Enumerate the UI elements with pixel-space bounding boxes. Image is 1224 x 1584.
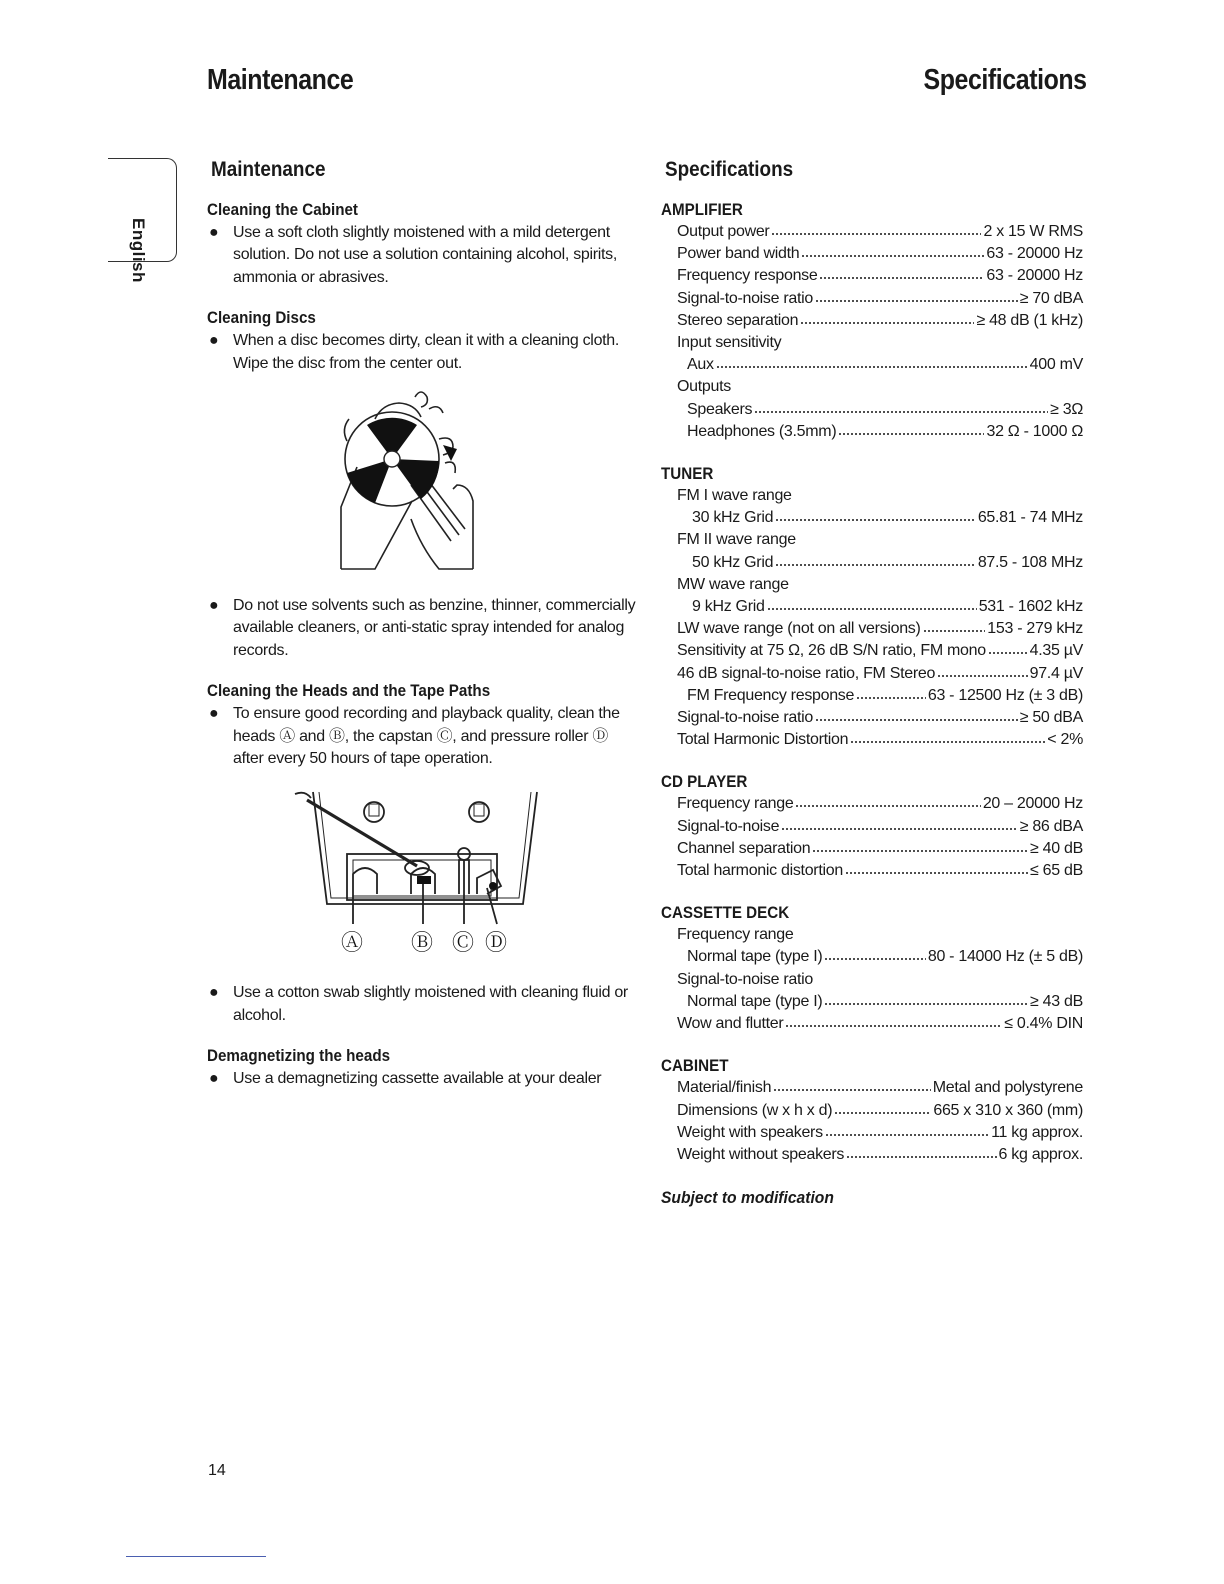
- spec-key: Total harmonic distortion: [677, 862, 843, 880]
- spec-value: ≥ 48 dB (1 kHz): [976, 311, 1083, 329]
- dot-leader: [850, 730, 1045, 744]
- spec-key: Power band width: [677, 245, 800, 263]
- cleaning-heads-title: Cleaning the Heads and the Tape Paths: [207, 682, 491, 701]
- spec-key: Normal tape (type I): [687, 948, 823, 966]
- dot-leader: [801, 244, 984, 258]
- spec-value: 6 kg approx.: [998, 1145, 1083, 1163]
- bullet-icon: ●: [209, 332, 219, 350]
- dot-leader: [785, 1014, 1002, 1028]
- heads-bullet-1: ● To ensure good recording and playback quality, clean the heads Ⓐ and Ⓑ, the capstan Ⓒ, and pressure roller Ⓓ after every 50 hours of tape operation.: [209, 705, 620, 768]
- cabinet-title: CABINET: [661, 1057, 729, 1076]
- spec-row: [661, 354, 1083, 376]
- cd-player-title: CD PLAYER: [661, 773, 748, 792]
- spec-row: [661, 816, 1083, 838]
- maintenance-title: Maintenance: [211, 158, 326, 181]
- dot-leader: [800, 311, 974, 325]
- dot-leader: [767, 597, 977, 611]
- spec-key: 50 kHz Grid: [692, 553, 774, 571]
- spec-key: 30 kHz Grid: [692, 509, 774, 527]
- spec-key: Signal-to-noise ratio: [677, 709, 813, 727]
- spec-row: [661, 685, 1083, 707]
- spec-value: ≥ 50 dBA: [1019, 709, 1083, 727]
- cassette-deck-group: [661, 904, 1083, 1035]
- bullet-icon: ●: [209, 597, 219, 615]
- specifications-column: [661, 158, 1083, 1208]
- tuner-group: [661, 465, 1083, 751]
- disc-cleaning-icon: [207, 389, 637, 579]
- spec-row: [661, 793, 1083, 815]
- spec-value: ≥ 70 dBA: [1019, 289, 1083, 307]
- dot-leader: [815, 289, 1018, 303]
- dot-leader: [838, 422, 984, 436]
- spec-row: [661, 946, 1083, 968]
- amplifier-group: [661, 201, 1083, 443]
- spec-row: [661, 552, 1083, 574]
- tape-head-illustration: [207, 790, 637, 966]
- spec-row: [661, 707, 1083, 729]
- spec-row: [661, 310, 1083, 332]
- spec-key: Channel separation: [677, 839, 811, 857]
- spec-value: Metal and polystyrene: [932, 1079, 1083, 1097]
- spec-key: Signal-to-noise: [677, 817, 780, 835]
- spec-row: [661, 265, 1083, 287]
- spec-row: [661, 1077, 1083, 1099]
- bullet-icon: ●: [209, 984, 219, 1002]
- spec-value: 665 x 310 x 360 (mm): [933, 1101, 1083, 1119]
- spec-subheading: FM I wave range: [677, 487, 792, 505]
- cleaning-cabinet-title: Cleaning the Cabinet: [207, 201, 358, 219]
- tuner-title: TUNER: [661, 465, 714, 484]
- spec-value: 63 - 12500 Hz (± 3 dB): [927, 686, 1083, 704]
- spec-key: Dimensions (w x h x d): [677, 1101, 833, 1119]
- spec-row: [661, 1013, 1083, 1035]
- amplifier-title: AMPLIFIER: [661, 201, 743, 219]
- spec-row: [661, 507, 1083, 529]
- spec-value: < 2%: [1047, 731, 1083, 749]
- dot-leader: [824, 947, 925, 961]
- spec-key: Stereo separation: [677, 311, 799, 329]
- spec-key: Sensitivity at 75 Ω, 26 dB S/N ratio, FM mono: [677, 642, 986, 660]
- spec-value: ≥ 43 dB: [1030, 992, 1083, 1010]
- spec-value: 32 Ω - 1000 Ω: [986, 422, 1083, 440]
- spec-value: 65.81 - 74 MHz: [977, 509, 1083, 527]
- specifications-title: Specifications: [665, 158, 794, 181]
- spec-row: [661, 729, 1083, 751]
- figure-label-a: Ⓐ: [341, 931, 364, 957]
- spec-value: 80 - 14000 Hz (± 5 dB): [927, 948, 1083, 966]
- spec-key: Weight without speakers: [677, 1145, 845, 1163]
- dot-leader: [845, 861, 1028, 875]
- page-number: 14: [208, 1462, 226, 1479]
- dot-leader: [775, 553, 976, 567]
- spec-value: 153 - 279 kHz: [987, 620, 1083, 638]
- disc-cleaning-illustration: [207, 389, 637, 579]
- dot-leader: [773, 1078, 931, 1092]
- cd-player-group: [661, 773, 1083, 882]
- spec-subheading: Frequency range: [677, 926, 794, 944]
- dot-leader: [815, 708, 1018, 722]
- dot-leader: [825, 1123, 989, 1137]
- spec-value: 63 - 20000 Hz: [986, 267, 1083, 285]
- dot-leader: [795, 794, 980, 808]
- spec-row: [661, 288, 1083, 310]
- spec-key: Aux: [687, 356, 714, 374]
- spec-value: 400 mV: [1029, 356, 1083, 374]
- spec-value: ≤ 65 dB: [1030, 862, 1083, 880]
- tape-head-icon: [207, 790, 637, 966]
- dot-leader: [771, 222, 981, 236]
- dot-leader: [988, 641, 1028, 655]
- figure-label-d: Ⓓ: [485, 931, 508, 957]
- cleaning-discs-title: Cleaning Discs: [207, 309, 316, 328]
- figure-label-c: Ⓒ: [452, 931, 475, 957]
- modification-note: Subject to modification: [661, 1188, 834, 1208]
- cabinet-bullet: ● Use a soft cloth slightly moistened with a mild detergent solution. Do not use a solution containing alcohol, spirits, ammonia or abrasives.: [209, 224, 618, 286]
- spec-value: 63 - 20000 Hz: [986, 245, 1083, 263]
- spec-key: Wow and flutter: [677, 1015, 784, 1033]
- spec-value: 4.35 µV: [1029, 642, 1083, 660]
- spec-value: ≥ 3Ω: [1050, 400, 1083, 418]
- spec-row: [661, 596, 1083, 618]
- figure-label-b: Ⓑ: [411, 931, 434, 957]
- bullet-icon: ●: [209, 224, 219, 241]
- bullet-icon: ●: [209, 1070, 219, 1088]
- footer-line: [126, 1556, 266, 1557]
- spec-row: [661, 1122, 1083, 1144]
- spec-key: Headphones (3.5mm): [687, 422, 837, 440]
- header-specifications: Specifications: [923, 64, 1087, 96]
- spec-key: 46 dB signal-to-noise ratio, FM Stereo: [677, 664, 936, 682]
- dot-leader: [754, 400, 1048, 414]
- spec-row: [661, 399, 1083, 421]
- spec-value: 97.4 µV: [1029, 664, 1083, 682]
- spec-subheading: MW wave range: [677, 575, 789, 593]
- spec-row: [661, 838, 1083, 860]
- spec-row: [661, 640, 1083, 662]
- dot-leader: [716, 355, 1028, 369]
- discs-bullet-1: ● When a disc becomes dirty, clean it with a cleaning cloth. Wipe the disc from the center out.: [209, 332, 620, 372]
- spec-value: ≤ 0.4% DIN: [1004, 1015, 1083, 1033]
- spec-key: 9 kHz Grid: [692, 598, 765, 616]
- header-maintenance: Maintenance: [207, 64, 354, 96]
- language-tab-label: English: [129, 218, 148, 283]
- spec-subheading: Input sensitivity: [677, 334, 782, 352]
- spec-row: [661, 221, 1083, 243]
- bullet-icon: ●: [209, 705, 219, 723]
- spec-key: Material/finish: [677, 1079, 772, 1097]
- dot-leader: [812, 839, 1028, 853]
- spec-key: Output power: [677, 223, 770, 240]
- spec-subheading: FM II wave range: [677, 531, 796, 549]
- spec-value: ≥ 40 dB: [1030, 839, 1083, 857]
- dot-leader: [819, 266, 984, 280]
- spec-row: [661, 1144, 1083, 1166]
- spec-value: 531 - 1602 kHz: [978, 598, 1083, 616]
- spec-row: [661, 243, 1083, 265]
- spec-key: Frequency response: [677, 267, 818, 285]
- spec-value: 2 x 15 W RMS: [983, 223, 1083, 240]
- spec-value: 20 – 20000 Hz: [982, 795, 1083, 813]
- spec-value: 11 kg approx.: [991, 1123, 1083, 1141]
- discs-bullet-2: ● Do not use solvents such as benzine, thinner, commercially available cleaners, or anti-static spray intended for analog records.: [209, 597, 636, 659]
- spec-key: Signal-to-noise ratio: [677, 289, 813, 307]
- dot-leader: [781, 817, 1017, 831]
- spec-row: [661, 991, 1083, 1013]
- heads-bullet-2: ● Use a cotton swab slightly moistened with cleaning fluid or alcohol.: [209, 984, 628, 1024]
- spec-row: [661, 1100, 1083, 1122]
- dot-leader: [834, 1101, 931, 1115]
- spec-key: Speakers: [687, 400, 753, 418]
- spec-row: [661, 663, 1083, 685]
- cassette-deck-title: CASSETTE DECK: [661, 904, 790, 923]
- dot-leader: [846, 1145, 996, 1159]
- cabinet-group: [661, 1057, 1083, 1166]
- dot-leader: [856, 686, 926, 700]
- spec-key: Weight with speakers: [677, 1123, 823, 1141]
- dot-leader: [937, 664, 1028, 678]
- spec-row: [661, 618, 1083, 640]
- spec-value: ≥ 86 dBA: [1019, 817, 1083, 835]
- maintenance-column: [207, 158, 637, 1111]
- spec-row: [661, 421, 1083, 443]
- dot-leader: [923, 619, 986, 633]
- demagnetizing-title: Demagnetizing the heads: [207, 1047, 391, 1066]
- spec-key: Total Harmonic Distortion: [677, 731, 849, 749]
- dot-leader: [775, 508, 976, 522]
- demag-bullet: ● Use a demagnetizing cassette available at your dealer: [207, 1068, 637, 1090]
- dot-leader: [824, 992, 1028, 1006]
- spec-key: Frequency range: [677, 795, 794, 813]
- spec-key: LW wave range (not on all versions): [677, 620, 921, 638]
- spec-subheading: Outputs: [677, 378, 731, 396]
- spec-key: Normal tape (type I): [687, 992, 823, 1010]
- spec-subheading: Signal-to-noise ratio: [677, 970, 813, 988]
- spec-row: [661, 860, 1083, 882]
- spec-key: FM Frequency response: [687, 686, 855, 704]
- spec-value: 87.5 - 108 MHz: [977, 553, 1083, 571]
